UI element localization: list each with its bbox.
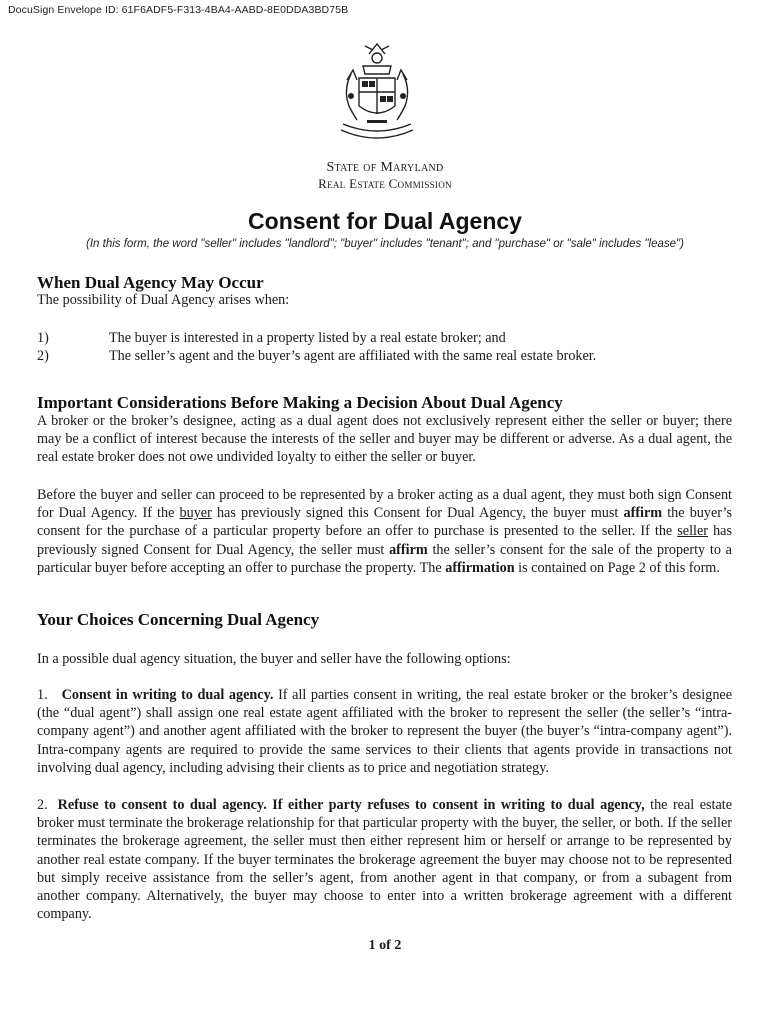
section-heading-when-dual-agency: When Dual Agency May Occur	[37, 273, 264, 292]
page-number: 1 of 2	[368, 938, 402, 953]
text-span: the seller’s consent for the sale of the property to a particular buyer before accepting an offer to purchase the property. The	[37, 541, 732, 576]
list-item-number: 2)	[37, 348, 49, 364]
option-1-text: If all parties consent in writing, the real estate broker or the broker’s designee (the “dual agent”) shall assign one real estate agent affiliated with the broker to represent the seller (the seller’s “intra-company agent”) and another agent affiliated with the broker to represent the buyer (the buyer’s “intra-company agent”). Intra-company agents are required to provide the same services to their clients that agents provide in transactions not involving dual agency, including advising their clients as to price and negotiation strategy.	[37, 687, 733, 776]
state-name: State of Maryland	[326, 160, 444, 175]
considerations-paragraph-1: A broker or the broker’s designee, acting as a dual agent does not exclusively represent either the seller or buyer; there may be a conflict of interest because the interests of the seller and buyer may be different or adverse. As a dual agent, the real estate broker does not owe undivided loyalty to either the seller or buyer.	[37, 413, 732, 466]
underlined-seller: seller	[677, 523, 709, 540]
option-number: 2.	[37, 797, 48, 813]
option-1-paragraph	[37, 686, 732, 777]
option-1-title: Consent in writing to dual agency.	[61, 687, 274, 703]
bold-affirm: affirm	[623, 505, 663, 522]
text-span: has previously signed Consent for Dual Agency, the seller must	[37, 523, 732, 558]
section-heading-your-choices: Your Choices Concerning Dual Agency	[37, 610, 320, 629]
section1-intro: The possibility of Dual Agency arises when:	[37, 292, 290, 308]
page-subtitle: (In this form, the word "seller" includes "landlord"; "buyer" includes "tenant"; and "purchase" or "sale" includes "lease")	[86, 238, 684, 250]
underlined-buyer: buyer	[179, 505, 212, 522]
option-2-title: Refuse to consent to dual agency.	[57, 797, 267, 813]
option-2-paragraph	[37, 796, 732, 923]
option-number: 1.	[37, 687, 48, 703]
text-span: Before the buyer and seller can proceed to be represented by a broker acting as a dual agent, they must both sign Consent for Dual Agency. If the	[37, 487, 732, 522]
section3-intro: In a possible dual agency situation, the buyer and seller have the following options:	[37, 651, 511, 667]
page-title: Consent for Dual Agency	[248, 208, 522, 234]
commission-name: Real Estate Commission	[318, 176, 452, 191]
maryland-seal-icon	[329, 40, 425, 148]
docusign-envelope-id: DocuSign Envelope ID: 61F6ADF5-F313-4BA4-AABD-8E0DDA3BD75B	[8, 4, 349, 16]
bold-affirmation: affirmation	[445, 559, 515, 576]
list-item-text: The buyer is interested in a property listed by a real estate broker; and	[109, 330, 506, 346]
option-2-text: the real estate broker must terminate the brokerage relationship for that particular property with the buyer, the seller, or both. If the seller terminates the brokerage agreement, the seller must then either represent him or herself or arrange to be represented by another real estate company. If the buyer terminates the brokerage agreement the buyer may choose not to be represented but simply receive assistance from the seller’s agent, from another agent in that company, or from a subagent from another company. Alternatively, the buyer may choose to enter into a written brokerage agreement with a different company.	[37, 797, 732, 923]
list-item-number: 1)	[37, 330, 49, 346]
text-span: has previously signed this Consent for Dual Agency, the buyer must	[211, 505, 624, 522]
list-item-text: The seller’s agent and the buyer’s agent are affiliated with the same real estate broker.	[109, 348, 597, 364]
text-span: is contained on Page 2 of this form.	[514, 559, 720, 576]
bold-affirm: affirm	[389, 541, 428, 558]
considerations-paragraph-2	[37, 486, 732, 577]
option-2-title-cont: If either party refuses to consent in writing to dual agency,	[266, 797, 645, 813]
section-heading-important-considerations: Important Considerations Before Making a Decision About Dual Agency	[37, 393, 563, 412]
text-span: the buyer’s consent for the purchase of a particular property before an offer to purchase is presented to the seller. If the	[37, 505, 732, 540]
